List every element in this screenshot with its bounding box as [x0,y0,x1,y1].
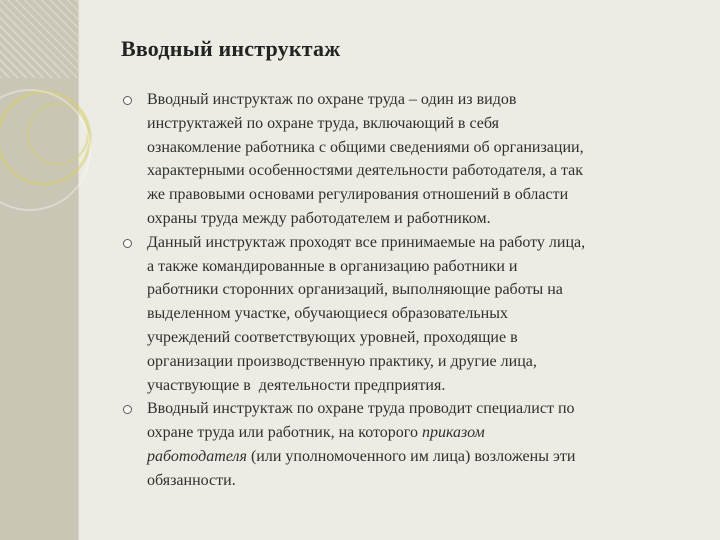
bullet-line: а также командированные в организацию работники и [147,257,518,275]
bullet-line: выделенном участке, обучающиеся образовательных [147,305,508,323]
bullet-line: Данный инструктаж проходят все принимаемые на работу лица, [147,233,586,251]
slide-title: Вводный инструктаж [121,36,341,61]
bullet-line [147,421,711,445]
bullet-line: характерными особенностями деятельности работодателя, а так [147,162,584,180]
diagonal-stripes-decoration [0,0,78,78]
bullet-line: работники сторонних организаций, выполняющие работы на [147,281,563,299]
bullet-line: участвующие в деятельности предприятия. [147,376,446,394]
bullet-line: охраны труда между работодателем и работником. [147,209,491,227]
bullet-item [121,88,711,231]
bullet-text: охране труда или работник, на которого [147,424,422,442]
bullet-marker-icon [123,405,132,414]
bullet-line [147,445,711,469]
bullet-item [121,397,711,492]
bullet-line: ознакомление работника с общими сведениями об организации, [147,138,584,156]
bullet-item [121,231,711,398]
sidebar-divider [78,0,79,540]
bullet-line: же правовыми основами регулирования отношений в области [147,186,569,204]
emphasized-text: приказом [421,424,485,442]
bullet-list [121,88,711,493]
emphasized-text: работодателя [147,447,247,465]
bullet-line: Вводный инструктаж по охране труда проводит специалист по [147,400,575,418]
bullet-line: обязанности. [147,471,236,489]
bullet-line: Вводный инструктаж по охране труда – один из видов [147,91,517,108]
bullet-line: организации производственную практику, и другие лица, [147,352,537,370]
bullet-marker-icon [123,96,132,105]
bullet-line: инструктажей по охране труда, включающий в себя [147,114,499,132]
bullet-line: учреждений соответствующих уровней, проходящие в [147,328,518,346]
bullet-text: (или уполномоченного им лица) возложены эти [246,447,576,465]
decorative-sidebar [0,0,78,540]
bullet-marker-icon [123,239,132,248]
